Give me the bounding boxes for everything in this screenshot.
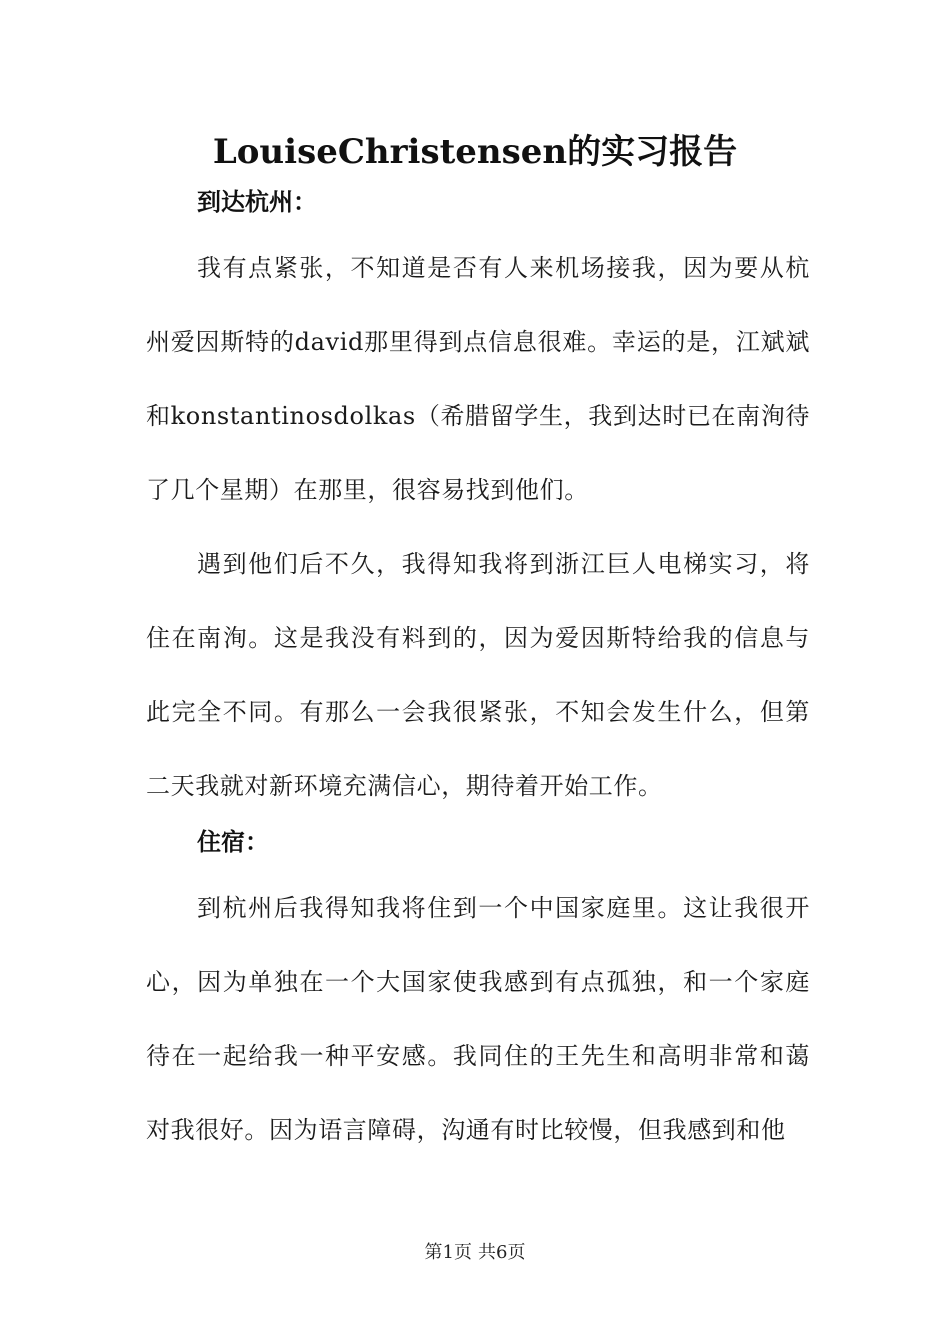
paragraph-accommodation-1: 到杭州后我得知我将住到一个中国家庭里。这让我很开心，因为单独在一个大国家使我感到有点孤独，和一个家庭待在一起给我一种平安感。我同住的王先生和高明非常和蔼对我很好。因为语言障碍，沟通有时比较慢，但我感到和他 <box>146 894 810 1144</box>
page-footer <box>0 1240 950 1266</box>
section-heading-arrival: 到达杭州： <box>197 187 317 216</box>
section-heading-accommodation: 住宿： <box>197 827 269 856</box>
page-total: 共6页 <box>478 1242 526 1263</box>
document-title: LouiseChristensen的实习报告 <box>212 132 738 172</box>
page-number: 第1页 <box>424 1242 472 1263</box>
paragraph-arrival-2: 遇到他们后不久，我得知我将到浙江巨人电梯实习，将住在南洵。这是我没有料到的，因为爱因斯特给我的信息与此完全不同。有那么一会我很紧张，不知会发生什么，但第二天我就对新环境充满信心，期待着开始工作。 <box>146 550 810 800</box>
paragraph-arrival-1: 我有点紧张，不知道是否有人来机场接我，因为要从杭州爱因斯特的david那里得到点信息很难。幸运的是，江斌斌和konstantinosdolkas（希腊留学生，我到达时已在南洵待了几个星期）在那里，很容易找到他们。 <box>146 254 810 504</box>
